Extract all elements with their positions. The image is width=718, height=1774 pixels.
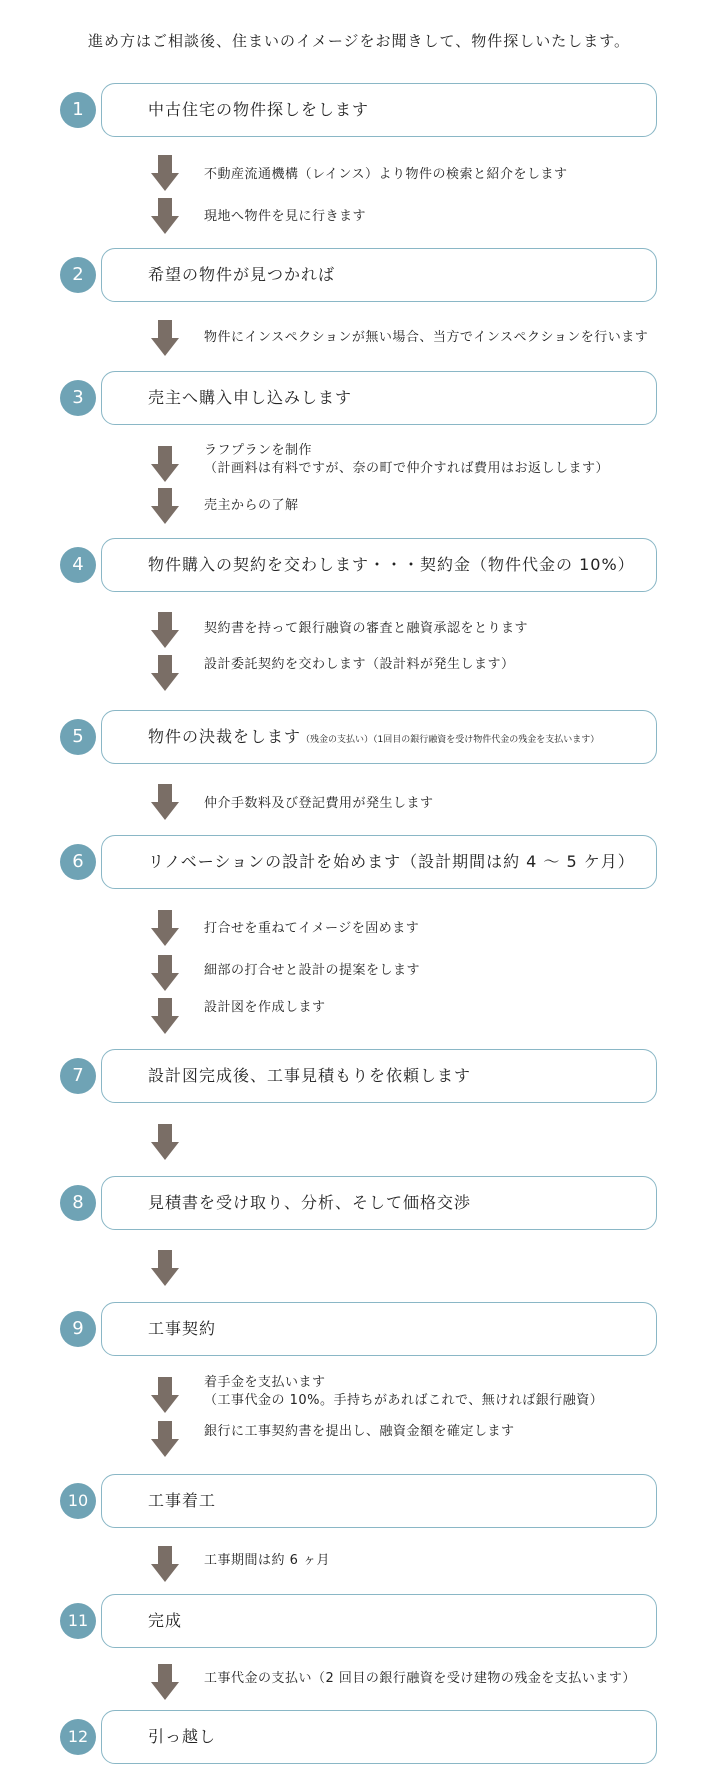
down-arrow-icon (151, 612, 179, 648)
step-number-6: 6 (60, 844, 96, 880)
step-box-9 (101, 1302, 657, 1356)
step-note: 仲介手数料及び登記費用が発生します (204, 796, 434, 811)
step-note: 物件にインスペクションが無い場合、当方でインスペクションを行います (204, 330, 649, 345)
down-arrow-icon (151, 1421, 179, 1457)
step-number-5: 5 (60, 719, 96, 755)
step-payment-note: （残金の支払い）（1回目の銀行融資を受け物件代金の残金を支払います） (301, 735, 600, 745)
step-label-6: リノベーションの設計を始めます（設計期間は約 4 ～ 5 ケ月） (148, 852, 635, 871)
down-arrow-icon (151, 320, 179, 356)
step-note: （計画料は有料ですが、奈の町で仲介すれば費用はお返しします） (204, 461, 610, 476)
step-label-5 (148, 711, 599, 766)
step-number-4: 4 (60, 547, 96, 583)
step-note: 不動産流通機構（レインス）より物件の検索と紹介をします (204, 167, 568, 182)
step-note: 工事期間は約 6 ヶ月 (204, 1553, 331, 1568)
step-note: 契約書を持って銀行融資の審査と融資承認をとります (204, 621, 529, 636)
intro-text: 進め方はご相談後、住まいのイメージをお聞きして、物件探しいたします。 (87, 32, 631, 50)
down-arrow-icon (151, 1250, 179, 1286)
down-arrow-icon (151, 998, 179, 1034)
step-box-3 (101, 371, 657, 425)
down-arrow-icon (151, 784, 179, 820)
step-note: 細部の打合せと設計の提案をします (204, 963, 421, 978)
step-box-10 (101, 1474, 657, 1528)
step-label-8: 見積書を受け取り、分析、そして価格交渉 (148, 1193, 472, 1212)
step-number-9: 9 (60, 1311, 96, 1347)
step-number-10: 10 (60, 1483, 96, 1519)
step-note: 設計委託契約を交わします（設計料が発生します） (204, 657, 515, 672)
down-arrow-icon (151, 446, 179, 482)
step-label-7: 設計図完成後、工事見積もりを依頼します (148, 1066, 472, 1085)
step-label-9: 工事契約 (148, 1319, 217, 1338)
step-note: ラフプランを制作 (204, 443, 313, 458)
step-label-4: 物件購入の契約を交わします・・・契約金（物件代金の 10%） (148, 555, 635, 574)
step-number-3: 3 (60, 380, 96, 416)
down-arrow-icon (151, 655, 179, 691)
down-arrow-icon (151, 198, 179, 234)
step-number-7: 7 (60, 1058, 96, 1094)
down-arrow-icon (151, 488, 179, 524)
step-note: 打合せを重ねてイメージを固めます (204, 921, 420, 936)
step-note: 着手金を支払います (204, 1375, 326, 1390)
step-note: 売主からの了解 (204, 498, 299, 513)
step-box-6 (101, 835, 657, 889)
step-label-2: 希望の物件が見つかれば (148, 265, 336, 284)
step-note: （工事代金の 10%。手持ちがあればこれで、無ければ銀行融資） (204, 1393, 604, 1408)
step-label-10: 工事着工 (148, 1491, 217, 1510)
step-number-11: 11 (60, 1603, 96, 1639)
step-box-12 (101, 1710, 657, 1764)
down-arrow-icon (151, 1546, 179, 1582)
down-arrow-icon (151, 1377, 179, 1413)
step-number-12: 12 (60, 1719, 96, 1755)
down-arrow-icon (151, 910, 179, 946)
step-number-1: 1 (60, 92, 96, 128)
step-label-12: 引っ越し (148, 1727, 217, 1746)
step-number-8: 8 (60, 1185, 96, 1221)
step-note: 現地へ物件を見に行きます (204, 209, 367, 224)
down-arrow-icon (151, 1124, 179, 1160)
down-arrow-icon (151, 955, 179, 991)
step-box-7 (101, 1049, 657, 1103)
down-arrow-icon (151, 1664, 179, 1700)
step-note: 設計図を作成します (204, 1000, 326, 1015)
step-box-1 (101, 83, 657, 137)
step-box-8 (101, 1176, 657, 1230)
step-box-11 (101, 1594, 657, 1648)
step-box-5 (101, 710, 657, 764)
step-main-text: 物件の決裁をします (148, 727, 302, 746)
step-number-2: 2 (60, 257, 96, 293)
step-label-3: 売主へ購入申し込みします (148, 388, 353, 407)
step-box-4 (101, 538, 657, 592)
step-note: 工事代金の支払い（2 回目の銀行融資を受け建物の残金を支払います） (204, 1671, 636, 1686)
step-box-2 (101, 248, 657, 302)
step-label-11: 完成 (148, 1611, 183, 1630)
down-arrow-icon (151, 155, 179, 191)
step-note: 銀行に工事契約書を提出し、融資金額を確定します (204, 1424, 515, 1439)
step-label-1: 中古住宅の物件探しをします (148, 100, 370, 119)
